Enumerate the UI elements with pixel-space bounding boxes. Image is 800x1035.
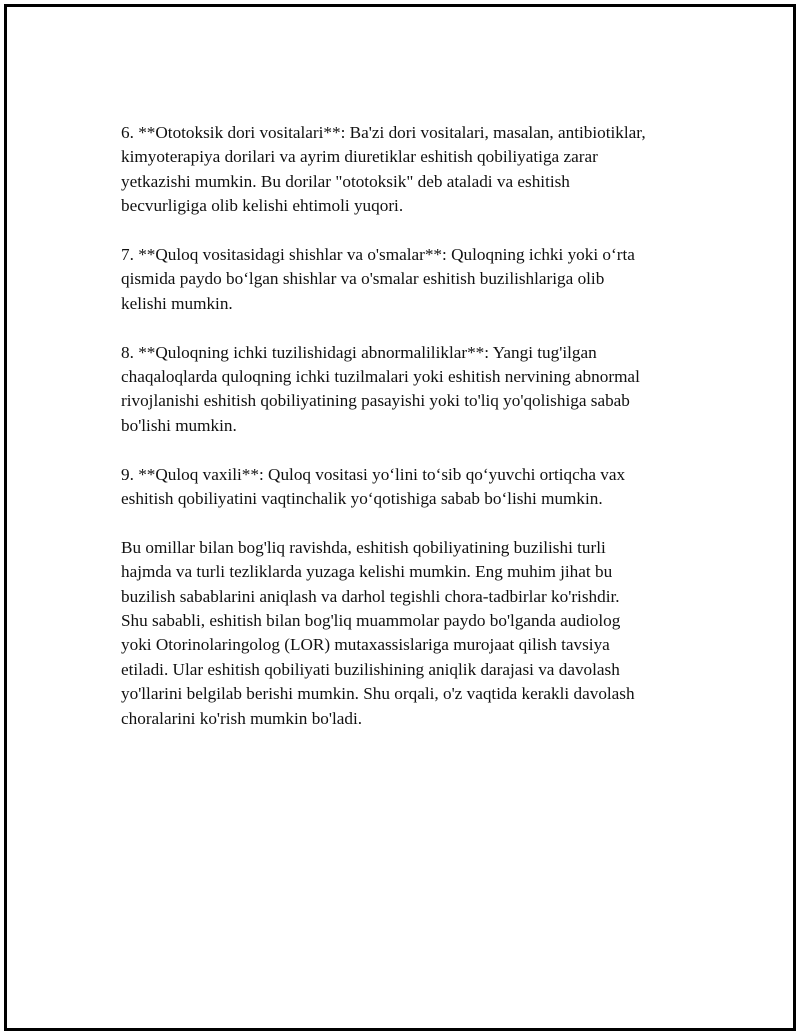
paragraph-conclusion: Bu omillar bilan bog'liq ravishda, eshitish qobiliyatining buzilishi turli hajmda va turli tezliklarda yuzaga kelishi mumkin. Eng muhim jihat bu buzilish sabablarini aniqlash va darhol tegishli chora-tadbirlar ko'rishdir. Shu sababli, eshitish bilan bog'liq muammolar paydo bo'lganda audiolog yoki Otorinolaringolog (LOR) mutaxassislariga murojaat qilish tavsiya etiladi. Ular eshitish qobiliyati buzilishining aniqlik darajasi va davolash yo'llarini belgilab berishi mumkin. Shu orqali, o'z vaqtida kerakli davolash choralarini ko'rish mumkin bo'ladi. (121, 537, 635, 728)
paragraph-earwax: 9. **Quloq vaxili**: Quloq vositasi yo‘lini to‘sib qo‘yuvchi ortiqcha vax eshitish qobiliyatini vaqtinchalik yo‘qotishiga sabab bo‘lishi mumkin. (121, 464, 626, 509)
paragraph-ototoxic-drugs: 6. **Ototoksik dori vositalari**: Ba'zi dori vositalari, masalan, antibiotiklar, kimyoterapiya dorilari va ayrim diuretiklar eshitish qobiliyatiga zarar yetkazishi mumkin. Bu dorilar "ototoksik" deb ataladi va eshitish becvurligiga olib kelishi ehtimoli yuqori. (121, 123, 646, 216)
document-body (121, 121, 701, 731)
paragraph-inner-ear-abnormalities: 8. **Quloqning ichki tuzilishidagi abnormaliliklar**: Yangi tug'ilgan chaqaloqlarda quloqning ichki tuzilmalari yoki eshitish nervining abnormal rivojlanishi eshitish qobiliyatining pasayishi yoki to'liq yo'qolishiga sabab bo'lishi mumkin. (121, 342, 640, 435)
page-frame (4, 4, 796, 1031)
paragraph-ear-tumors: 7. **Quloq vositasidagi shishlar va o'smalar**: Quloqning ichki yoki o‘rta qismida paydo bo‘lgan shishlar va o'smalar eshitish buzilishlariga olib kelishi mumkin. (121, 245, 635, 313)
